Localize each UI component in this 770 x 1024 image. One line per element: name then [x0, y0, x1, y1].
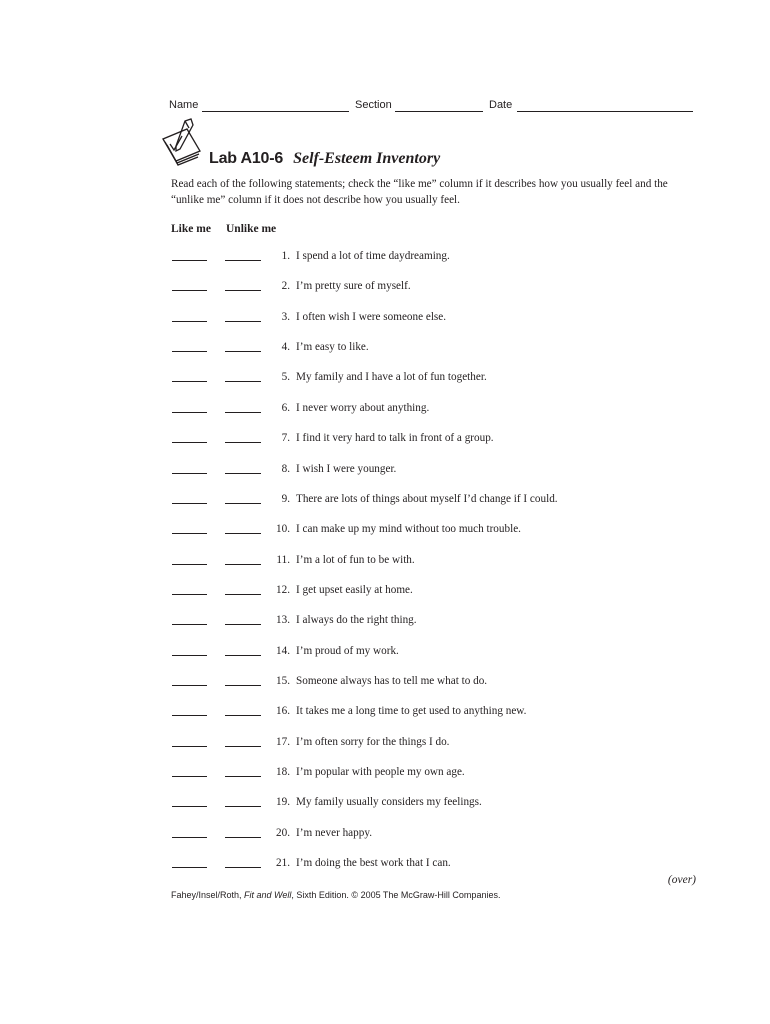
question-number: 12.: [276, 583, 290, 596]
list-item: [0, 280, 770, 298]
like-me-blank[interactable]: [172, 837, 207, 838]
unlike-me-blank[interactable]: [225, 685, 261, 686]
like-me-blank[interactable]: [172, 867, 207, 868]
like-me-blank[interactable]: [172, 533, 207, 534]
question-text: I can make up my mind without too much trouble.: [296, 523, 521, 536]
like-me-blank[interactable]: [172, 473, 207, 474]
section-label: Section: [355, 99, 392, 111]
unlike-me-blank[interactable]: [225, 776, 261, 777]
unlike-me-blank[interactable]: [225, 503, 261, 504]
question-number: 19.: [276, 796, 290, 809]
unlike-me-blank[interactable]: [225, 715, 261, 716]
question-text: I’m proud of my work.: [296, 644, 399, 657]
question-number: 5.: [281, 371, 290, 384]
question-text: I’m often sorry for the things I do.: [296, 735, 450, 748]
question-number: 3.: [281, 310, 290, 323]
question-number: 8.: [281, 462, 290, 475]
list-item: [0, 736, 770, 754]
list-item: [0, 402, 770, 420]
instructions: Read each of the following statements; check the “like me” column if it describes how you usually feel and the “unlike me” column if it does not describe how you usually feel.: [171, 178, 668, 206]
unlike-me-blank[interactable]: [225, 381, 261, 382]
question-number: 1.: [281, 250, 290, 262]
list-item: [0, 250, 770, 268]
question-text: I’m pretty sure of myself.: [296, 280, 411, 293]
lab-name: Self-Esteem Inventory: [293, 150, 441, 167]
question-number: 15.: [276, 674, 290, 687]
question-number: 10.: [276, 523, 290, 536]
list-item: [0, 766, 770, 784]
like-me-blank[interactable]: [172, 655, 207, 656]
unlike-me-blank[interactable]: [225, 321, 261, 322]
list-item: [0, 463, 770, 481]
unlike-me-blank[interactable]: [225, 473, 261, 474]
list-item: [0, 645, 770, 663]
list-item: [0, 432, 770, 450]
like-me-blank[interactable]: [172, 381, 207, 382]
question-number: 9.: [281, 492, 290, 505]
question-text: I’m doing the best work that I can.: [296, 857, 451, 869]
list-item: [0, 523, 770, 541]
unlike-me-blank[interactable]: [225, 655, 261, 656]
date-label: Date: [489, 99, 513, 111]
list-item: [0, 371, 770, 389]
like-me-blank[interactable]: [172, 321, 207, 322]
unlike-me-blank[interactable]: [225, 746, 261, 747]
like-me-blank[interactable]: [172, 715, 207, 716]
list-item: [0, 796, 770, 814]
clipboard-pencil-icon: [160, 117, 202, 167]
footer-rest: , Sixth Edition. © 2005 The McGraw-Hill Companies.: [291, 890, 501, 900]
name-field[interactable]: [202, 111, 349, 112]
question-number: 17.: [276, 735, 290, 748]
date-field[interactable]: [517, 111, 693, 112]
list-item: [0, 675, 770, 693]
footer-authors: Fahey/Insel/Roth,: [171, 890, 245, 900]
name-label: Name: [169, 99, 199, 111]
question-text: I’m a lot of fun to be with.: [296, 553, 415, 566]
like-me-blank[interactable]: [172, 685, 207, 686]
question-text: I always do the right thing.: [296, 614, 417, 627]
unlike-me-blank[interactable]: [225, 442, 261, 443]
like-me-blank[interactable]: [172, 806, 207, 807]
unlike-me-blank[interactable]: [225, 594, 261, 595]
like-me-blank[interactable]: [172, 776, 207, 777]
list-item: [0, 705, 770, 723]
question-text: Someone always has to tell me what to do.: [296, 674, 488, 687]
unlike-me-blank[interactable]: [225, 351, 261, 352]
question-text: I wish I were younger.: [296, 462, 397, 475]
question-text: I find it very hard to talk in front of a group.: [296, 432, 494, 445]
question-text: I often wish I were someone else.: [296, 310, 447, 323]
like-me-blank[interactable]: [172, 746, 207, 747]
section-field[interactable]: [395, 111, 483, 112]
unlike-me-blank[interactable]: [225, 533, 261, 534]
question-text: There are lots of things about myself I’d change if I could.: [296, 492, 558, 505]
unlike-me-blank[interactable]: [225, 806, 261, 807]
like-me-blank[interactable]: [172, 351, 207, 352]
unlike-me-blank[interactable]: [225, 867, 261, 868]
unlike-me-blank[interactable]: [225, 412, 261, 413]
like-me-blank[interactable]: [172, 260, 207, 261]
question-number: 6.: [281, 401, 290, 414]
question-text: My family and I have a lot of fun together.: [296, 371, 487, 384]
question-number: 14.: [276, 644, 290, 657]
question-text: My family usually considers my feelings.: [296, 796, 482, 809]
list-item: [0, 584, 770, 602]
list-item: [0, 614, 770, 632]
copyright-footer: [171, 890, 500, 900]
question-text: I’m easy to like.: [296, 341, 369, 354]
footer-book-title: Fit and Well: [244, 890, 292, 900]
question-text: I get upset easily at home.: [296, 583, 413, 596]
like-me-blank[interactable]: [172, 624, 207, 625]
like-me-blank[interactable]: [172, 442, 207, 443]
list-item: [0, 554, 770, 572]
column-header-unlike: Unlike me: [226, 223, 277, 235]
list-item: [0, 493, 770, 511]
unlike-me-blank[interactable]: [225, 837, 261, 838]
like-me-blank[interactable]: [172, 290, 207, 291]
over-note: (over): [667, 874, 696, 886]
like-me-blank[interactable]: [172, 503, 207, 504]
unlike-me-blank[interactable]: [225, 290, 261, 291]
question-text: I’m popular with people my own age.: [296, 766, 465, 778]
question-text: I spend a lot of time daydreaming.: [296, 250, 450, 262]
question-number: 21.: [276, 857, 290, 869]
question-number: 7.: [281, 432, 290, 445]
list-item: [0, 341, 770, 359]
question-number: 2.: [281, 280, 290, 293]
lab-number: Lab A10-6: [209, 150, 284, 167]
question-text: I’m never happy.: [296, 826, 373, 839]
question-number: 20.: [276, 826, 290, 839]
question-number: 11.: [276, 553, 290, 566]
like-me-blank[interactable]: [172, 412, 207, 413]
question-number: 13.: [276, 614, 290, 627]
list-item: [0, 857, 770, 875]
unlike-me-blank[interactable]: [225, 624, 261, 625]
question-number: 18.: [276, 766, 290, 778]
list-item: [0, 311, 770, 329]
like-me-blank[interactable]: [172, 564, 207, 565]
column-header-like: Like me: [171, 223, 211, 235]
unlike-me-blank[interactable]: [225, 260, 261, 261]
list-item: [0, 827, 770, 845]
like-me-blank[interactable]: [172, 594, 207, 595]
question-text: I never worry about anything.: [296, 401, 430, 414]
question-text: It takes me a long time to get used to anything new.: [296, 705, 527, 718]
question-number: 16.: [276, 705, 290, 718]
question-number: 4.: [281, 341, 290, 354]
page-title: [209, 150, 440, 168]
unlike-me-blank[interactable]: [225, 564, 261, 565]
